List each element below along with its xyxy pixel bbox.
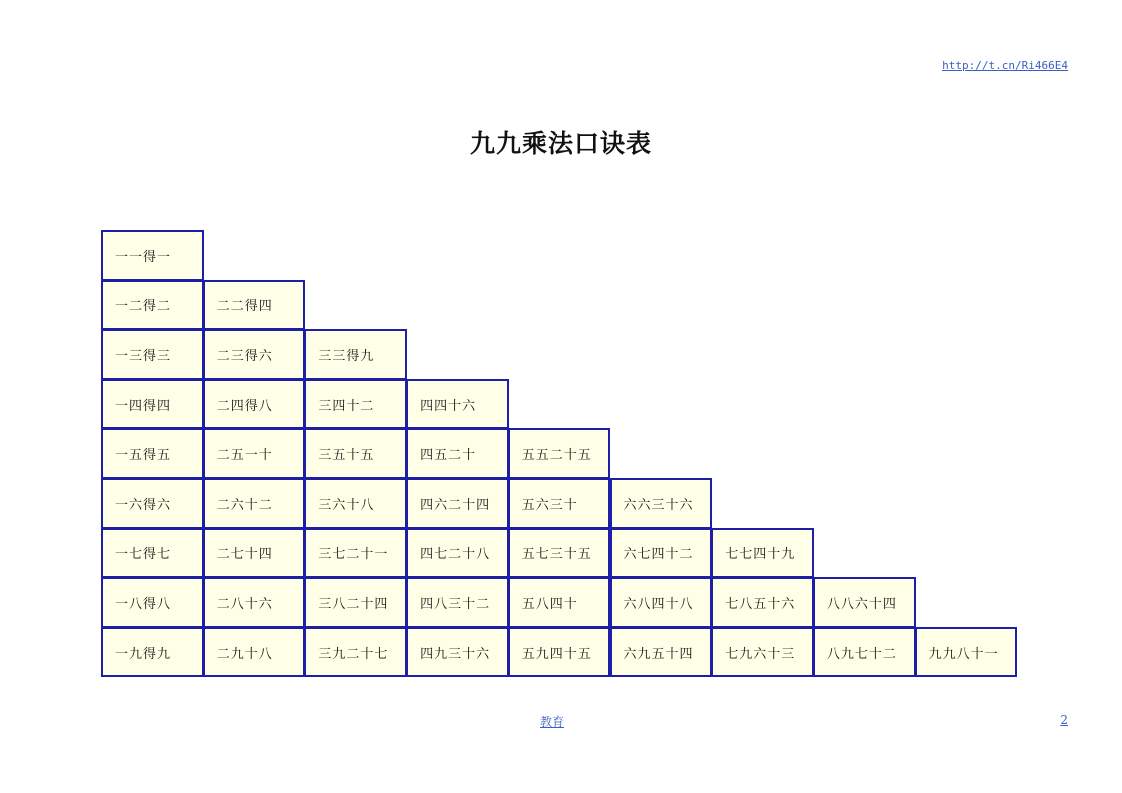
table-cell: 八九七十二	[813, 627, 916, 678]
table-cell: 五七三十五	[508, 528, 611, 579]
table-cell: 五九四十五	[508, 627, 611, 678]
table-cell: 六七四十二	[610, 528, 713, 579]
table-cell: 一四得四	[101, 379, 204, 430]
table-cell: 二三得六	[203, 329, 306, 380]
table-cell: 六九五十四	[610, 627, 713, 678]
table-cell: 九九八十一	[915, 627, 1018, 678]
table-cell: 二八十六	[203, 577, 306, 628]
page-number-link[interactable]: 2	[1060, 713, 1068, 727]
table-cell: 一二得二	[101, 280, 204, 331]
table-cell: 五六三十	[508, 478, 611, 529]
table-cell: 四八三十二	[406, 577, 509, 628]
table-cell: 三九二十七	[304, 627, 407, 678]
table-cell: 四四十六	[406, 379, 509, 430]
table-cell: 二九十八	[203, 627, 306, 678]
table-cell: 八八六十四	[813, 577, 916, 628]
multiplication-table	[101, 230, 1016, 676]
table-cell: 四九三十六	[406, 627, 509, 678]
table-cell: 四五二十	[406, 428, 509, 479]
table-cell: 七七四十九	[711, 528, 814, 579]
table-cell: 二六十二	[203, 478, 306, 529]
footer-category-link[interactable]: 教育	[540, 715, 565, 729]
table-cell: 二四得八	[203, 379, 306, 430]
table-cell: 六六三十六	[610, 478, 713, 529]
table-cell: 一六得六	[101, 478, 204, 529]
table-cell: 一一得一	[101, 230, 204, 281]
page-title: 九九乘法口诀表	[469, 129, 652, 158]
table-cell: 一五得五	[101, 428, 204, 479]
table-cell: 一九得九	[101, 627, 204, 678]
table-cell: 二二得四	[203, 280, 306, 331]
header-url-link[interactable]: http://t.cn/Ri466E4	[942, 59, 1068, 72]
table-cell: 七八五十六	[711, 577, 814, 628]
table-cell: 二七十四	[203, 528, 306, 579]
table-cell: 一七得七	[101, 528, 204, 579]
table-cell: 一三得三	[101, 329, 204, 380]
table-cell: 三七二十一	[304, 528, 407, 579]
table-cell: 三五十五	[304, 428, 407, 479]
table-cell: 三四十二	[304, 379, 407, 430]
table-cell: 一八得八	[101, 577, 204, 628]
table-cell: 四七二十八	[406, 528, 509, 579]
table-cell: 五八四十	[508, 577, 611, 628]
table-cell: 三三得九	[304, 329, 407, 380]
table-cell: 四六二十四	[406, 478, 509, 529]
table-cell: 三八二十四	[304, 577, 407, 628]
table-cell: 七九六十三	[711, 627, 814, 678]
table-cell: 三六十八	[304, 478, 407, 529]
table-cell: 二五一十	[203, 428, 306, 479]
table-cell: 五五二十五	[508, 428, 611, 479]
table-cell: 六八四十八	[610, 577, 713, 628]
